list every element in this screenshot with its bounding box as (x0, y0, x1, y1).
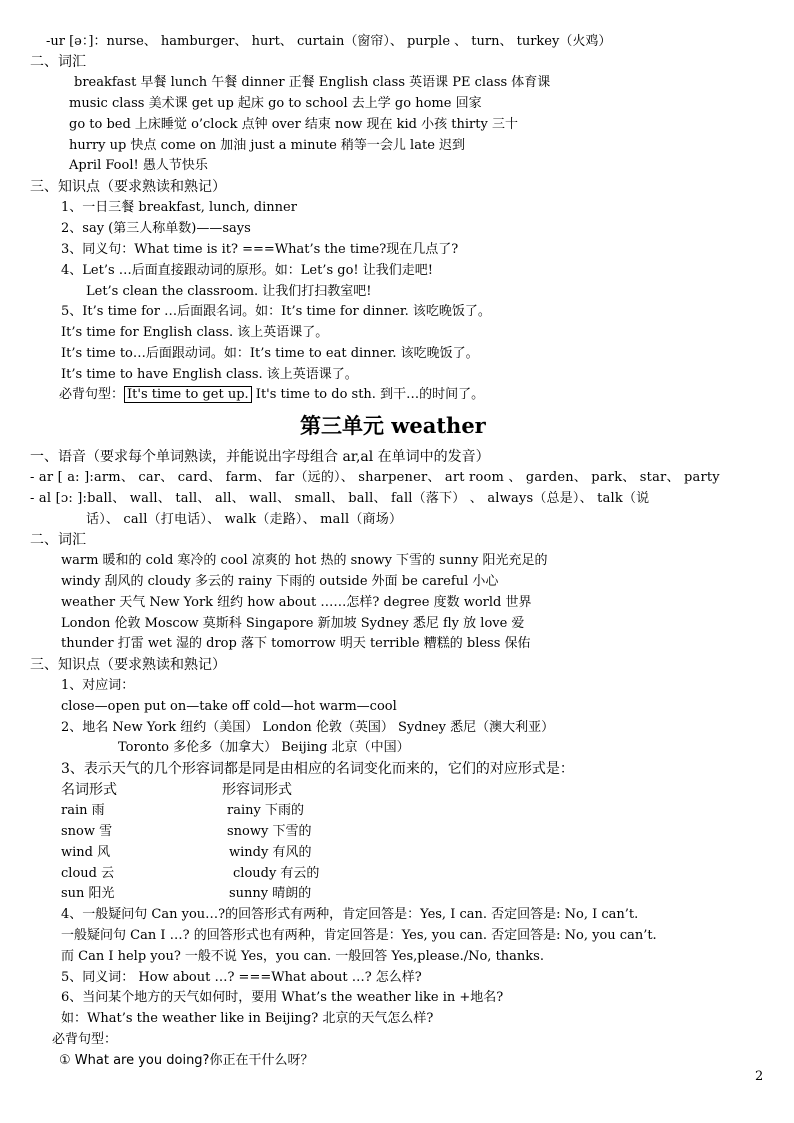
form-table-head-adj: 形容词形式 (222, 782, 292, 798)
u3-kp1: 1、对应词： (61, 678, 135, 693)
phonics-al-line-2: 话）、 call（打电话）、 walk（走路）、 mall（商场） (86, 512, 403, 527)
knowledge-point-3: 3、同义句：What time is it? ===What’s the time?现在几点了? (61, 242, 459, 257)
must-recite-u2 (59, 385, 484, 405)
knowledge-point-1: 1、一日三餐 breakfast, lunch, dinner (61, 200, 297, 215)
vocab-line-u2-3: go to bed 上床睡觉 o’clock 点钟 over 结束 now 现在 kid 小孩 thirty 三十 (69, 117, 518, 132)
u3-kp4-line-1: 4、一般疑问句 Can you…?的回答形式有两种，肯定回答是：Yes, I can. 否定回答是: No, I can’t. (61, 907, 639, 922)
form-table-head-noun: 名词形式 (61, 782, 117, 798)
form-table-adj-3: windy 有风的 (229, 845, 312, 860)
must-recite-sentence-1: ① What are you doing?你正在干什么呀？ (59, 1053, 314, 1068)
form-table-noun-3: wind 风 (61, 845, 111, 860)
vocab-heading-u2: 二、词汇 (30, 54, 86, 70)
knowledge-point-5-example-3: It’s time to have English class. 该上英语课了。 (61, 367, 358, 382)
knowledge-heading-u3: 三、知识点（要求熟读和熟记） (30, 657, 226, 673)
form-table-noun-4: cloud 云 (61, 866, 115, 881)
phonics-ar-line: - ar [ a: ]:arm、 car、 card、 farm、 far（远的）、 sharpener、 art room 、 garden、 park、 star、 party (30, 470, 720, 485)
phonics-al-line-1: - al [ɔ: ]:ball、 wall、 tall、 all、 wall、 small、 ball、 fall（落下） 、 always（总是）、 talk（说 (30, 491, 650, 506)
page-number: 2 (755, 1069, 764, 1084)
must-recite-label: 必背句型： (59, 387, 125, 402)
vocab-line-u2-4: hurry up 快点 come on 加油 just a minute 稍等一会儿 late 迟到 (69, 138, 466, 153)
vocab-line-u3-3: weather 天气 New York 纽约 how about ……怎样? degree 度数 world 世界 (61, 595, 532, 610)
u3-kp4-line-2: 一般疑问句 Can I …? 的回答形式也有两种，肯定回答是：Yes, you can. 否定回答是: No, you can’t. (61, 928, 657, 943)
u3-kp1-pairs: close—open put on—take off cold—hot warm—cool (61, 699, 397, 714)
must-recite-rest: It's time to do sth. 到干…的时间了。 (251, 387, 485, 402)
vocab-heading-u3: 二、词汇 (30, 532, 86, 548)
vocab-line-u2-1: breakfast 早餐 lunch 午餐 dinner 正餐 English class 英语课 PE class 体育课 (74, 75, 551, 90)
phonics-heading-u3: 一、语音（要求每个单词熟读，并能说出字母组合 ar,al 在单词中的发音） (30, 449, 490, 465)
must-recite-heading-u3: 必背句型： (52, 1032, 118, 1047)
u3-kp2-line-1: 2、地名 New York 纽约（美国） London 伦敦（英国） Sydney 悉尼（澳大利亚） (61, 720, 555, 735)
form-table-noun-2: snow 雪 (61, 824, 113, 839)
form-table-adj-5: sunny 晴朗的 (229, 886, 312, 901)
vocab-line-u3-1: warm 暖和的 cold 寒冷的 cool 凉爽的 hot 热的 snowy 下雪的 sunny 阳光充足的 (61, 553, 548, 568)
form-table-noun-5: sun 阳光 (61, 886, 115, 901)
vocab-line-u3-5: thunder 打雷 wet 湿的 drop 落下 tomorrow 明天 terrible 糟糕的 bless 保佑 (61, 636, 531, 651)
knowledge-point-5-example-1: It’s time for English class. 该上英语课了。 (61, 325, 329, 340)
knowledge-point-4: 4、Let’s …后面直接跟动词的原形。如：Let’s go! 让我们走吧! (61, 263, 433, 278)
form-table-adj-4: cloudy 有云的 (233, 866, 320, 881)
u3-kp2-line-2: Toronto 多伦多（加拿大） Beijing 北京（中国） (118, 740, 410, 755)
vocab-line-u3-4: London 伦敦 Moscow 莫斯科 Singapore 新加坡 Sydney 悉尼 fly 放 love 爱 (61, 616, 525, 631)
u3-kp5: 5、同义词： How about …? ===What about …? 怎么样? (61, 970, 422, 985)
u3-kp4-line-3: 而 Can I help you? 一般不说 Yes，you can. 一般回答 Yes,please./No, thanks. (61, 949, 544, 964)
form-table-noun-1: rain 雨 (61, 803, 105, 818)
knowledge-point-2: 2、say (第三人称单数)——says (61, 221, 251, 236)
knowledge-heading-u2: 三、知识点（要求熟读和熟记） (30, 179, 226, 195)
form-table-adj-1: rainy 下雨的 (227, 803, 304, 818)
knowledge-point-5-example-2: It’s time to…后面跟动词。如：It’s time to eat dinner. 该吃晚饭了。 (61, 346, 479, 361)
knowledge-point-5: 5、It’s time for …后面跟名词。如：It’s time for dinner. 该吃晚饭了。 (61, 304, 491, 319)
vocab-line-u2-2: music class 美术课 get up 起床 go to school 去上学 go home 回家 (69, 96, 482, 111)
vocab-line-u2-5: April Fool! 愚人节快乐 (69, 158, 208, 173)
vocab-line-u3-2: windy 刮风的 cloudy 多云的 rainy 下雨的 outside 外面 be careful 小心 (61, 574, 499, 589)
phonics-ur-line: -ur [ə：]：nurse、 hamburger、 hurt、 curtain（窗帘）、 purple 、 turn、 turkey（火鸡） (46, 34, 612, 49)
knowledge-point-4-example: Let’s clean the classroom. 让我们打扫教室吧! (86, 284, 372, 299)
must-recite-boxed-sentence: It's time to get up. (124, 386, 252, 403)
u3-kp6-line-2: 如：What’s the weather like in Beijing? 北京的天气怎么样? (61, 1011, 434, 1026)
form-table-adj-2: snowy 下雪的 (227, 824, 312, 839)
unit-title: 第三单元 weather (300, 413, 486, 438)
u3-kp3: 3、表示天气的几个形容词都是同是由相应的名词变化而来的，它们的对应形式是： (61, 761, 574, 777)
u3-kp6-line-1: 6、当问某个地方的天气如何时，要用 What’s the weather like in +地名? (61, 990, 504, 1005)
